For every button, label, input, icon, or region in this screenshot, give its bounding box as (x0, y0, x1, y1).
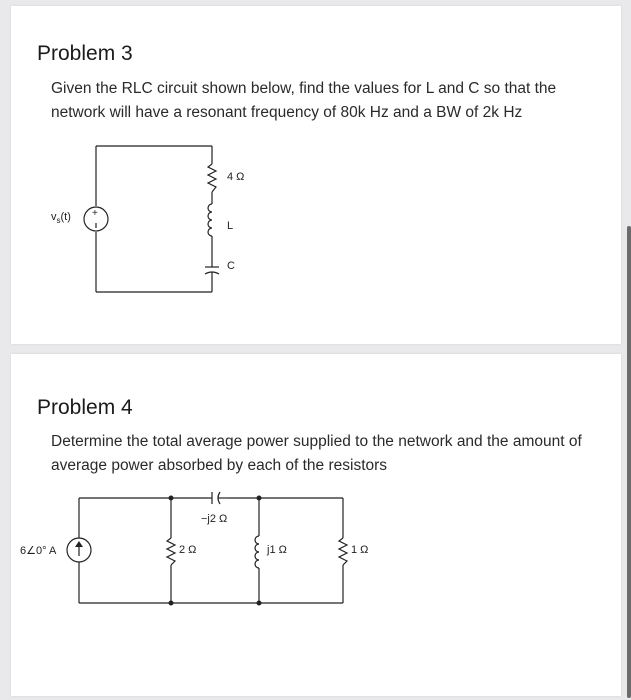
problem-4-heading: Problem 4 (37, 396, 133, 419)
problem-4-card (11, 354, 621, 696)
svg-text:+: + (92, 208, 98, 219)
inductor-label: j1 Ω (267, 544, 287, 556)
resistor-icon (167, 538, 175, 565)
source-label: $v_s(t)$ (51, 211, 71, 226)
inductor-label: L (227, 220, 234, 232)
inductor-icon (255, 536, 259, 568)
resistor-2ohm-label: 2 Ω (179, 544, 197, 556)
source-label: 6∠0° A (20, 545, 57, 557)
capacitor-label: −j2 Ω (201, 513, 228, 525)
scrollbar[interactable] (627, 226, 631, 698)
problem-3-text: Given the RLC circuit shown below, find the values for L and C so that the network will have a resonant frequency of 80k Hz and a BW of 2k Hz (51, 80, 557, 121)
problem-4-text: Determine the total average power supplied to the network and the amount of average power absorbed by each of the resistors (51, 433, 582, 474)
problem-3-heading: Problem 3 (37, 42, 133, 65)
capacitor-label: C (227, 260, 235, 272)
resistor-label: 4 Ω (227, 171, 245, 183)
rlc-circuit-diagram (86, 142, 286, 302)
resistor-icon (208, 164, 216, 192)
problem-3-card (11, 6, 621, 344)
resistor-icon (339, 538, 347, 565)
resistor-1ohm-label: 1 Ω (351, 544, 369, 556)
inductor-icon (208, 204, 212, 236)
